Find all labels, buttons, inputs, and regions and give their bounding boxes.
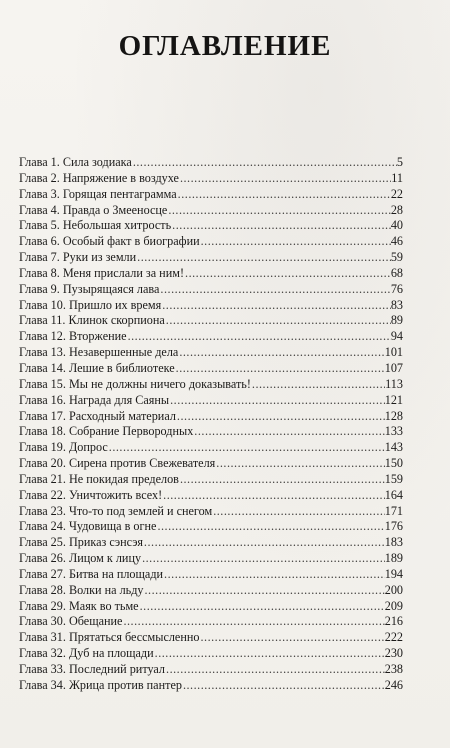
toc-chapter-title: Глава 9. Пузырящаяся лава: [19, 281, 160, 296]
toc-dot-leader: [251, 377, 385, 393]
toc-entry: [19, 662, 403, 678]
toc-entry: [19, 630, 403, 646]
toc-chapter-title: Глава 19. Допрос: [19, 440, 108, 455]
toc-chapter-title: Глава 17. Расходный материал: [19, 408, 176, 423]
toc-entry: [19, 329, 403, 345]
toc-entry: [19, 345, 403, 361]
toc-entry: [19, 472, 403, 488]
toc-chapter-title: Глава 30. Обещание: [19, 614, 123, 629]
toc-chapter-title: Глава 3. Горящая пентаграмма: [19, 186, 177, 201]
toc-dot-leader: [159, 282, 390, 298]
toc-page-number: 94: [390, 329, 403, 344]
toc-entry: [19, 409, 403, 425]
toc-entry: [19, 567, 403, 583]
toc-dot-leader: [154, 646, 385, 662]
toc-dot-leader: [182, 678, 385, 694]
toc-page-number: 209: [384, 598, 403, 613]
toc-page-number: 83: [390, 297, 403, 312]
toc-chapter-title: Глава 4. Правда о Змееносце: [19, 202, 168, 217]
toc-chapter-title: Глава 7. Руки из земли: [19, 250, 137, 265]
toc-dot-leader: [122, 614, 384, 630]
toc-page-number: 28: [390, 202, 403, 217]
toc-chapter-title: Глава 29. Маяк во тьме: [19, 598, 139, 613]
toc-page-number: 133: [384, 424, 403, 439]
toc-dot-leader: [179, 472, 385, 488]
toc-dot-leader: [141, 551, 385, 567]
toc-dot-leader: [156, 519, 384, 535]
toc-chapter-title: Глава 22. Уничтожить всех!: [19, 487, 163, 502]
toc-entry: [19, 187, 403, 203]
toc-chapter-title: Глава 27. Битва на площади: [19, 566, 164, 581]
toc-entry: [19, 504, 403, 520]
toc-chapter-title: Глава 6. Особый факт в биографии: [19, 234, 200, 249]
toc-dot-leader: [178, 345, 384, 361]
toc-dot-leader: [193, 424, 384, 440]
toc-chapter-title: Глава 33. Последний ритуал: [19, 662, 166, 676]
toc-dot-leader: [199, 630, 384, 646]
toc-page-number: 76: [390, 281, 403, 296]
toc-chapter-title: Глава 13. Незавершенные дела: [19, 345, 179, 360]
page-title: ОГЛАВЛЕНИЕ: [118, 30, 332, 62]
toc-chapter-title: Глава 16. Награда для Саяны: [19, 392, 170, 407]
toc-dot-leader: [143, 535, 385, 551]
toc-page-number: 164: [384, 487, 403, 502]
toc-dot-leader: [212, 504, 385, 520]
toc-entry: [19, 155, 403, 171]
toc-page-number: 189: [384, 551, 403, 566]
toc-entry: [19, 250, 403, 266]
toc-entry: [19, 599, 403, 615]
toc-page-number: 230: [384, 646, 403, 661]
toc-dot-leader: [184, 266, 391, 282]
toc-page-number: 194: [384, 566, 403, 581]
toc-entry: [19, 203, 403, 219]
toc-dot-leader: [127, 329, 391, 345]
toc-page-number: 5: [396, 155, 403, 169]
toc-entry: [19, 266, 403, 282]
toc-page-number: 143: [384, 440, 403, 455]
toc-chapter-title: Глава 34. Жрица против пантер: [19, 677, 182, 692]
toc-dot-leader: [161, 298, 391, 314]
toc-page-number: 59: [390, 250, 403, 265]
toc-entry: [19, 614, 403, 630]
toc-page-number: 176: [384, 519, 403, 534]
toc-dot-leader: [167, 203, 391, 219]
toc-entry: [19, 218, 403, 234]
toc-entry: [19, 535, 403, 551]
toc-entry: [19, 234, 403, 250]
toc-page-number: 246: [384, 677, 403, 692]
toc-dot-leader: [171, 218, 391, 234]
toc-dot-leader: [179, 171, 391, 187]
toc-page-number: 68: [390, 265, 403, 280]
toc-chapter-title: Глава 5. Небольшая хитрость: [19, 218, 172, 233]
toc-chapter-title: Глава 32. Дуб на площади: [19, 646, 154, 661]
toc-page-number: 11: [391, 170, 403, 185]
toc-dot-leader: [176, 409, 385, 425]
toc-chapter-title: Глава 12. Вторжение: [19, 329, 127, 344]
toc-chapter-title: Глава 18. Собрание Первородных: [19, 424, 194, 439]
toc-entry: [19, 583, 403, 599]
toc-page-number: 200: [384, 582, 403, 597]
toc-page-number: 238: [384, 662, 403, 676]
toc-page-number: 22: [390, 186, 403, 201]
toc-chapter-title: Глава 10. Пришло их время: [19, 297, 162, 312]
toc-entry: [19, 393, 403, 409]
toc-page-number: 113: [385, 376, 403, 391]
toc-page-number: 159: [384, 471, 403, 486]
toc-entry: [19, 440, 403, 456]
toc-chapter-title: Глава 2. Напряжение в воздухе: [19, 170, 179, 185]
toc-chapter-title: Глава 23. Что-то под землей и снегом: [19, 503, 213, 518]
toc-chapter-title: Глава 24. Чудовища в огне: [19, 519, 157, 534]
toc-entry: [19, 171, 403, 187]
toc-entry: [19, 488, 403, 504]
toc-entry: [19, 298, 403, 314]
toc-dot-leader: [177, 187, 391, 203]
toc-dot-leader: [165, 662, 385, 678]
toc-page-number: 121: [384, 392, 403, 407]
toc-dot-leader: [162, 488, 385, 504]
toc-chapter-title: Глава 28. Волки на льду: [19, 582, 144, 597]
toc-page-number: 40: [390, 218, 403, 233]
toc-entry: [19, 678, 403, 694]
toc-chapter-title: Глава 1. Сила зодиака: [19, 155, 132, 169]
toc-chapter-title: Глава 21. Не покидая пределов: [19, 471, 179, 486]
toc-entry: [19, 551, 403, 567]
toc-entry: [19, 646, 403, 662]
toc-page-number: 216: [384, 614, 403, 629]
toc-dot-leader: [175, 361, 385, 377]
toc-entry: [19, 424, 403, 440]
toc-page-number: 46: [390, 234, 403, 249]
table-of-contents: [19, 155, 403, 694]
toc-page-number: 183: [384, 535, 403, 550]
toc-dot-leader: [136, 250, 391, 266]
toc-page-number: 128: [384, 408, 403, 423]
toc-dot-leader: [108, 440, 385, 456]
toc-dot-leader: [165, 313, 391, 329]
toc-dot-leader: [215, 456, 384, 472]
toc-page-number: 150: [384, 456, 403, 471]
toc-entry: [19, 456, 403, 472]
toc-dot-leader: [139, 599, 385, 615]
toc-page-number: 101: [384, 345, 403, 360]
toc-chapter-title: Глава 25. Приказ сэнсэя: [19, 535, 143, 550]
toc-chapter-title: Глава 20. Сирена против Свежевателя: [19, 456, 216, 471]
toc-chapter-title: Глава 15. Мы не должны ничего доказывать!: [19, 376, 251, 391]
toc-chapter-title: Глава 8. Меня прислали за ним!: [19, 265, 185, 280]
toc-page-number: 89: [390, 313, 403, 328]
toc-page-number: 171: [384, 503, 403, 518]
toc-chapter-title: Глава 26. Лицом к лицу: [19, 551, 142, 566]
toc-entry: [19, 282, 403, 298]
toc-dot-leader: [169, 393, 385, 409]
toc-dot-leader: [163, 567, 385, 583]
toc-page-number: 107: [384, 360, 403, 375]
toc-page-number: 222: [384, 630, 403, 645]
toc-chapter-title: Глава 11. Клинок скорпиона: [19, 313, 165, 328]
toc-entry: [19, 377, 403, 393]
toc-dot-leader: [200, 234, 391, 250]
toc-entry: [19, 519, 403, 535]
toc-chapter-title: Глава 14. Лешие в библиотеке: [19, 360, 175, 375]
toc-entry: [19, 313, 403, 329]
toc-dot-leader: [144, 583, 385, 599]
toc-entry: [19, 361, 403, 377]
toc-chapter-title: Глава 31. Прятаться бессмысленно: [19, 630, 200, 645]
toc-dot-leader: [132, 155, 397, 171]
